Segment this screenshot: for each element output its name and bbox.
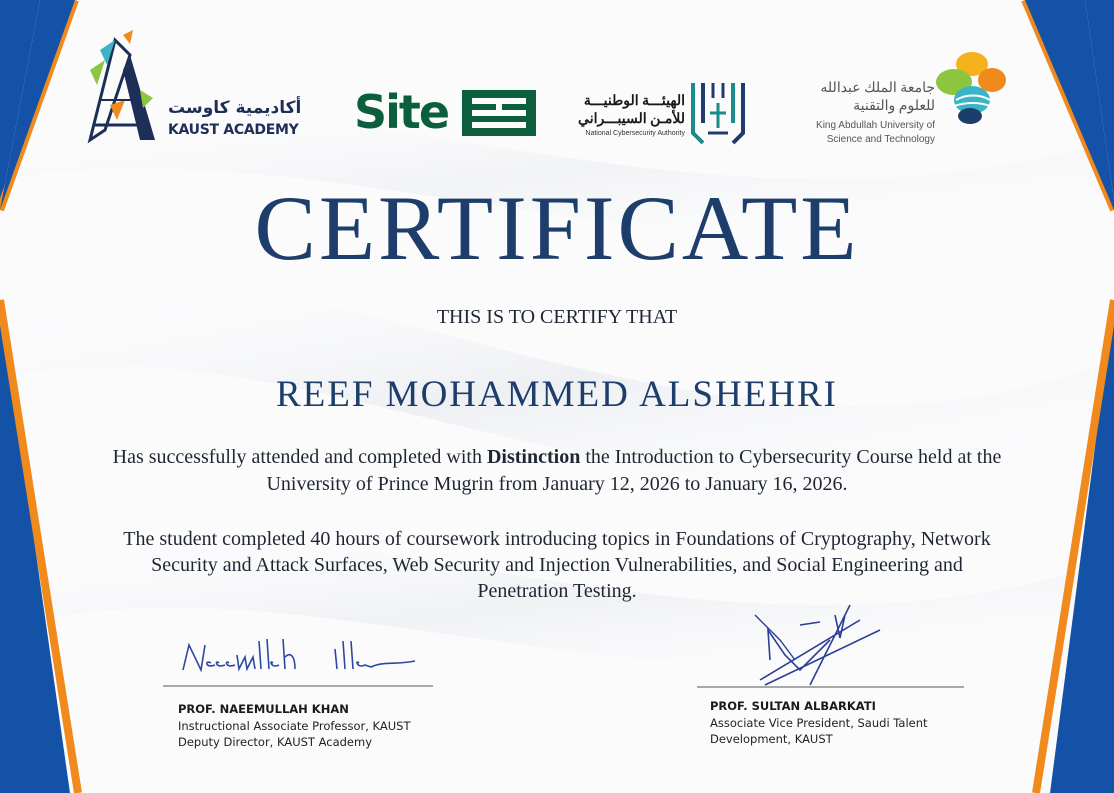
completion-statement [105, 444, 1009, 498]
nca-english: National Cybersecurity Authority [585, 130, 685, 137]
signatory-2-role-line2: Development, KAUST [710, 732, 833, 746]
distinction-text: Distinction [486, 446, 581, 468]
signature-naeemullah-khan [175, 635, 430, 680]
kaust-arabic-line2: للعلوم والتقنية [853, 99, 935, 114]
recipient-name: REEF MOHAMMED ALSHEHRI [275, 374, 839, 415]
certify-line: THIS IS TO CERTIFY THAT [436, 306, 678, 328]
kaust-academy-arabic: أكاديمية كاوست [168, 98, 302, 118]
certificate-title: CERTIFICATE [254, 177, 860, 279]
signatory-1-role-line2: Deputy Director, KAUST Academy [178, 735, 373, 749]
signature-line-1 [163, 684, 435, 688]
kaust-academy-english: KAUST ACADEMY [168, 122, 299, 138]
site-logo-word: Site [354, 85, 449, 139]
kaust-english-line2: Science and Technology [826, 134, 935, 145]
signature-line-2 [697, 685, 967, 689]
kaust-arabic-line1: جامعة الملك عبدالله [820, 81, 935, 96]
signature-sultan-albarkati [740, 600, 890, 690]
nca-arabic-line1: الهيئـــة الوطنيـــة [583, 94, 685, 109]
kaust-english-line1: King Abdullah University of [816, 120, 935, 131]
signatory-2-name: PROF. SULTAN ALBARKATI [710, 699, 876, 713]
nca-arabic-line2: للأمـن السيبـــراني [578, 112, 685, 127]
completion-text-before: Has successfully attended and completed with [112, 446, 487, 468]
kaust-swirl-icon [930, 48, 1012, 126]
site-logo-mark-icon [462, 90, 536, 136]
signatory-1-name: PROF. NAEEMULLAH KHAN [178, 702, 349, 716]
nca-emblem-icon [688, 78, 748, 148]
coursework-statement: The student completed 40 hours of coursework introducing topics in Foundations of Cryptography, Network Security and Attack Surfaces, Web Security and Injection Vulnerabilities, and Social Engineering and Penetration Testing. [123, 528, 991, 602]
signatory-1-role-line1: Instructional Associate Professor, KAUST [178, 719, 411, 733]
signatory-2-role-line1: Associate Vice President, Saudi Talent [710, 716, 928, 730]
completion-text-after: the Introduction to Cybersecurity Course held at the University of Prince Mugrin from January 12, 2026 to January 16, 2026. [266, 446, 1002, 495]
kaust-academy-tower-icon [85, 30, 165, 145]
